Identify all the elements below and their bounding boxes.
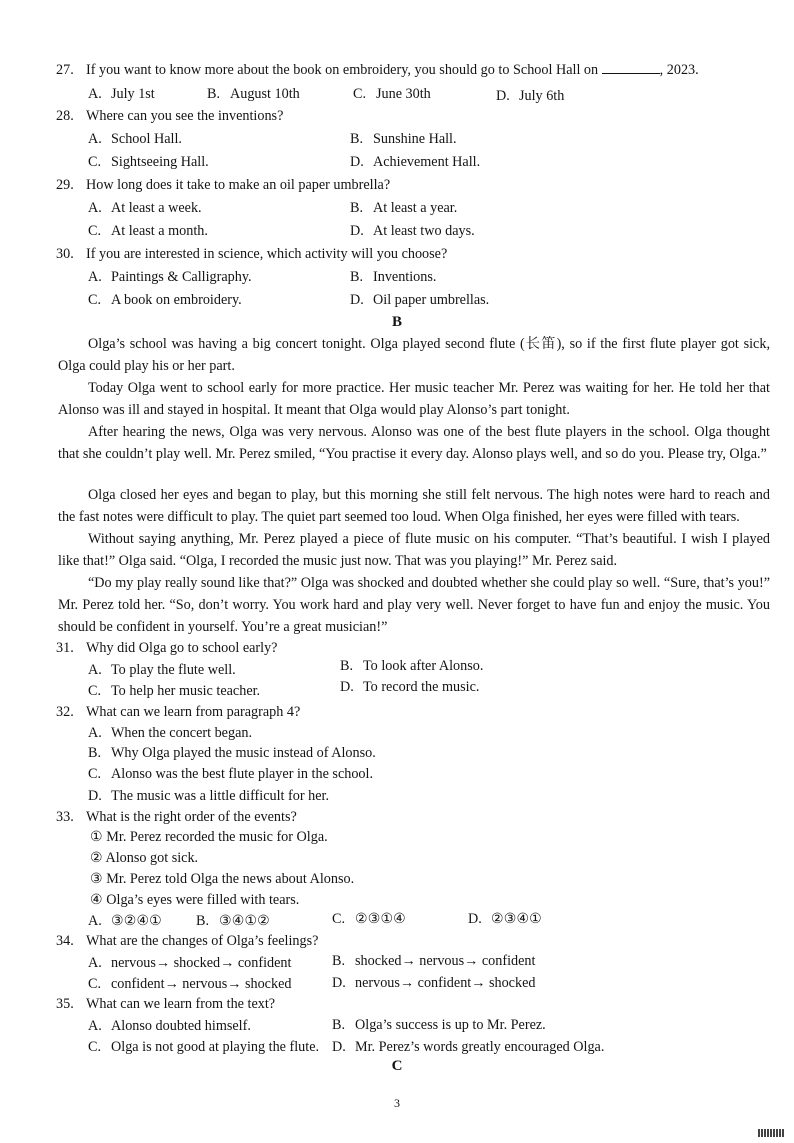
option-b: B. Sunshine Hall. [350, 131, 457, 147]
option-c: C. Sightseeing Hall. [88, 154, 209, 170]
option-c: C. ②③①④ [332, 911, 406, 927]
question-number: 29. [56, 177, 74, 193]
event-item: ③ Mr. Perez told Olga the news about Alonso. [90, 871, 355, 887]
option-d: D. ②③④① [468, 911, 542, 927]
option-d: D. At least two days. [350, 223, 475, 239]
option-b: B. shocked→ nervous→ confident [332, 953, 536, 969]
option-a: A. Paintings & Calligraphy. [88, 269, 252, 285]
question-32 [56, 702, 771, 722]
question-number: 30. [56, 246, 74, 262]
option-d: D. Achievement Hall. [350, 154, 481, 170]
option-b: B. Why Olga played the music instead of Alonso. [88, 745, 376, 761]
question-stem: Why did Olga go to school early? [86, 640, 278, 656]
question-number: 32. [56, 704, 74, 720]
question-30 [56, 244, 771, 264]
option-a: A. Alonso doubted himself. [88, 1018, 251, 1034]
option-b: B. Olga’s success is up to Mr. Perez. [332, 1017, 546, 1033]
question-stem: What can we learn from the text? [86, 996, 276, 1012]
event-item: ④ Olga’s eyes were filled with tears. [90, 892, 300, 908]
question-stem: If you are interested in science, which activity will you choose? [86, 246, 448, 262]
option-c: C. June 30th [353, 86, 431, 102]
question-number: 34. [56, 933, 74, 949]
question-number: 27. [56, 62, 74, 78]
question-stem: What can we learn from paragraph 4? [86, 704, 301, 720]
option-b: B. August 10th [207, 86, 300, 102]
option-d: D. The music was a little difficult for her. [88, 788, 330, 804]
section-heading-c: C [391, 1058, 403, 1074]
question-stem: How long does it take to make an oil paper umbrella? [86, 177, 391, 193]
page-number: 3 [394, 1096, 400, 1110]
question-29 [56, 175, 771, 195]
question-27 [56, 60, 771, 80]
question-number: 35. [56, 996, 74, 1012]
option-d: D. To record the music. [340, 679, 480, 695]
option-d: D. July 6th [496, 88, 565, 104]
option-c: C. At least a month. [88, 223, 208, 239]
option-b: B. ③④①② [196, 913, 270, 929]
watermark-qr-icon [758, 1129, 784, 1137]
question-33 [56, 807, 771, 827]
option-b: B. Inventions. [350, 269, 437, 285]
option-a: A. School Hall. [88, 131, 182, 147]
option-d: D. Oil paper umbrellas. [350, 292, 490, 308]
question-stem: If you want to know more about the book on embroidery, you should go to School Hall on [86, 62, 599, 78]
option-c: C. Olga is not good at playing the flute. [88, 1039, 320, 1055]
option-a: A. nervous→ shocked→ confident [88, 955, 292, 971]
option-d: D. Mr. Perez’s words greatly encouraged Olga. [332, 1039, 605, 1055]
option-b: B. To look after Alonso. [340, 658, 484, 674]
event-item: ② Alonso got sick. [90, 850, 199, 866]
passage-paragraph: Today Olga went to school early for more practice. Her music teacher Mr. Perez was waiting for her. He told her that Alonso was ill and stayed in hospital. It meant that Olga would play Alonso’s part tonight. [58, 380, 770, 418]
option-a: A. ③②④① [88, 913, 162, 929]
passage-paragraph: Olga closed her eyes and began to play, but this morning she still felt nervous. The high notes were hard to reach and the fast notes were difficult to play. The quiet part seemed too loud. When Olga finished, her eyes were filled with tears. [58, 487, 770, 525]
question-31 [56, 638, 771, 658]
option-a: A. At least a week. [88, 200, 202, 216]
passage-paragraph: Olga’s school was having a big concert tonight. Olga played second flute (长笛), so if the first flute player got sick, Olga could play his or her part. [58, 336, 770, 374]
question-number: 31. [56, 640, 74, 656]
question-number: 33. [56, 809, 74, 825]
passage-paragraph: “Do my play really sound like that?” Olga was shocked and doubted whether she could play so well. “Sure, that’s you!” Mr. Perez told her. “So, don’t worry. You work hard and play very well. Never forget to have fun and enjoy the music. You should be confident in yourself. You’re a great musician!” [58, 575, 770, 635]
option-a: A. To play the flute well. [88, 662, 236, 678]
option-c: C. confident→ nervous→ shocked [88, 976, 292, 992]
option-b: B. At least a year. [350, 200, 458, 216]
question-stem-end: , 2023. [659, 62, 699, 78]
passage-paragraph: After hearing the news, Olga was very nervous. Alonso was one of the best flute players in the school. Olga thought that she couldn’t play well. Mr. Perez smiled, “You practise it every day. Alonso plays well, and so do you. Please try, Olga.” [58, 424, 770, 462]
option-a: A. July 1st [88, 86, 155, 102]
option-d: D. nervous→ confident→ shocked [332, 975, 536, 991]
event-item: ① Mr. Perez recorded the music for Olga. [90, 829, 328, 845]
question-28 [56, 106, 771, 126]
question-number: 28. [56, 108, 74, 124]
question-stem: What is the right order of the events? [86, 809, 297, 825]
option-c: C. To help her music teacher. [88, 683, 261, 699]
option-a: A. When the concert began. [88, 725, 253, 741]
question-stem: What are the changes of Olga’s feelings? [86, 933, 319, 949]
option-c: C. A book on embroidery. [88, 292, 242, 308]
section-heading-b: B [391, 314, 402, 330]
question-35 [56, 994, 771, 1014]
passage-paragraph: Without saying anything, Mr. Perez played a piece of flute music on his computer. “That’s beautiful. I wish I played like that!” Olga said. “Olga, I recorded the music just now. That was you playing!” Mr. Perez said. [58, 531, 770, 569]
option-c: C. Alonso was the best flute player in the school. [88, 766, 374, 782]
answer-blank [602, 61, 660, 74]
question-stem: Where can you see the inventions? [86, 108, 284, 124]
question-34 [56, 931, 771, 951]
